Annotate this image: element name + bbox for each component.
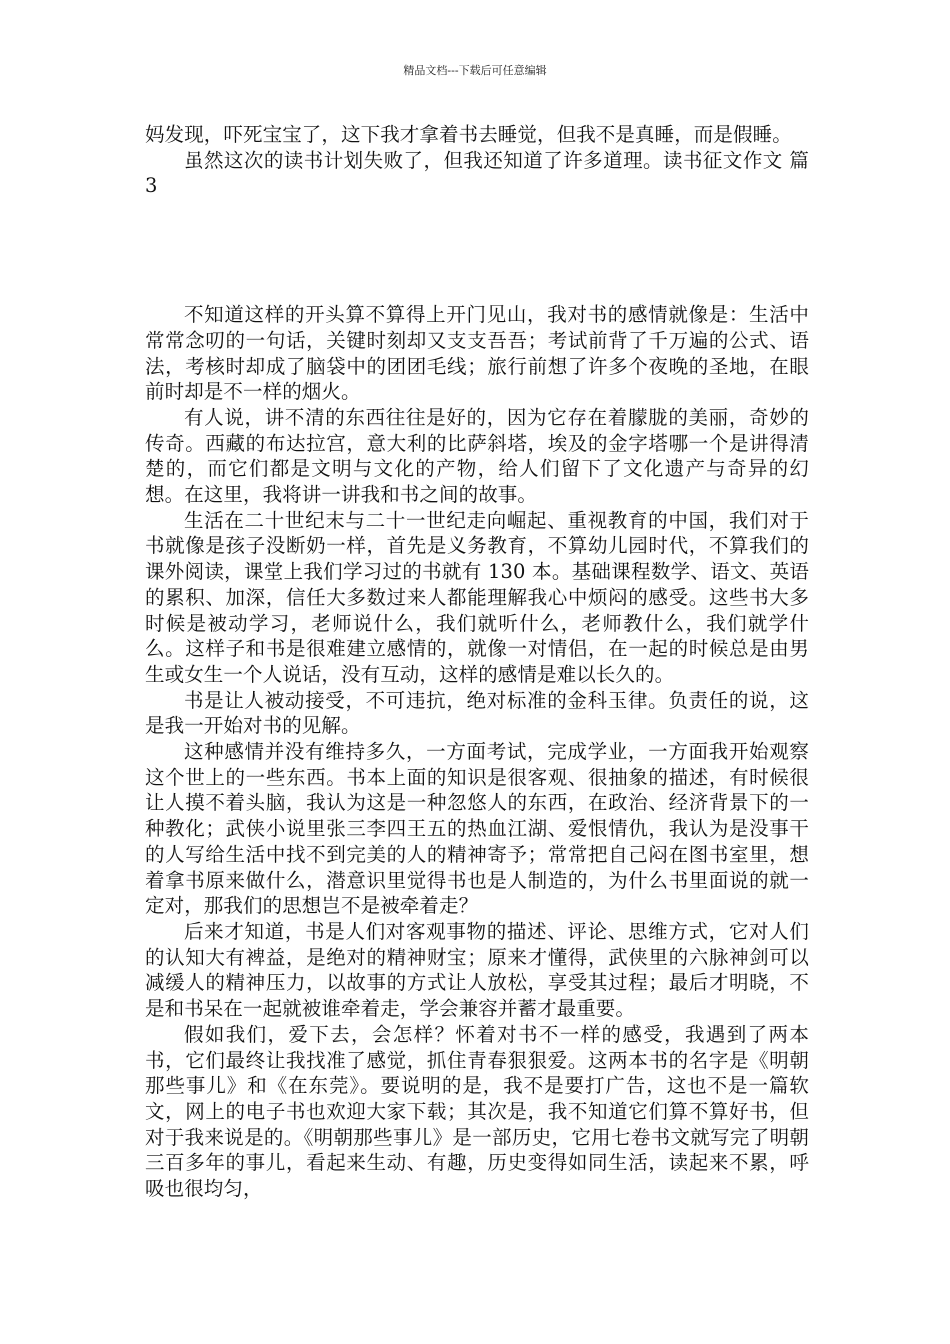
paragraph: 书是让人被动接受，不可违抗，绝对标准的金科玉律。负责任的说，这是我一开始对书的见解。	[145, 688, 809, 738]
paragraph: 妈发现，吓死宝宝了，这下我才拿着书去睡觉，但我不是真睡，而是假睡。	[145, 123, 792, 146]
paragraph: 不知道这样的开头算不算得上开门见山，我对书的感情就像是：生活中常常念叨的一句话，关键时刻却又支支吾吾；考试前背了千万遍的公式、语法，考核时却成了脑袋中的团团毛线；旅行前想了许多个夜晚的圣地，在眼前时却是不一样的烟火。	[145, 303, 809, 404]
paragraph: 有人说，讲不清的东西往往是好的，因为它存在着朦胧的美丽，奇妙的传奇。西藏的布达拉宫，意大利的比萨斜塔，埃及的金字塔哪一个是讲得清楚的，而它们都是文明与文化的产物，给人们留下了文化遗产与奇异的幻想。在这里，我将讲一讲我和书之间的故事。	[145, 405, 809, 507]
page-header: 精品文档---下载后可任意编辑	[403, 64, 547, 77]
paragraph: 后来才知道，书是人们对客观事物的描述、评论、思维方式，它对人们的认知大有裨益，是绝对的精神财宝；原来才懂得，武侠里的六脉神剑可以减缓人的精神压力，以故事的方式让人放松，享受其过程；最后才明晓，不是和书呆在一起就被谁牵着走，学会兼容并蓄才最重要。	[145, 919, 809, 1021]
paragraph: 虽然这次的读书计划失败了，但我还知道了许多道理。读书征文作文 篇3	[145, 148, 809, 198]
paragraph: 假如我们，爱下去，会怎样？怀着对书不一样的感受，我遇到了两本书，它们最终让我找准了感觉，抓住青春狠狠爱。这两本书的名字是《明朝那些事儿》和《在东莞》。要说明的是，我不是要打广告，这也不是一篇软文，网上的电子书也欢迎大家下载；其次是，我不知道它们算不算好书，但对于我来说是的。《明朝那些事儿》是一部历史，它用七卷书文就写完了明朝三百多年的事儿，看起来生动、有趣，历史变得如同生活，读起来不累，呼吸也很均匀，	[145, 1022, 809, 1201]
section-gap	[145, 199, 809, 302]
document-body	[145, 122, 809, 1202]
paragraph: 生活在二十世纪末与二十一世纪走向崛起、重视教育的中国，我们对于书就像是孩子没断奶一样，首先是义务教育，不算幼儿园时代，不算我们的课外阅读，课堂上我们学习过的书就有 130 本。基础课程数学、语文、英语的累积、加深，信任大多数过来人都能理解我心中烦闷的感受。这些书大多时候是被动学习，老师说什么，我们就听什么，老师教什么，我们就学什么。这样子和书是很难建立感情的，就像一对情侣，在一起的时候总是由男生或女生一个人说话，没有互动，这样的感情是难以长久的。	[145, 508, 809, 686]
paragraph: 这种感情并没有维持多久，一方面考试，完成学业，一方面我开始观察这个世上的一些东西。书本上面的知识是很客观、很抽象的描述，有时候很让人摸不着头脑，我认为这是一种忽悠人的东西，在政治、经济背景下的一种教化；武侠小说里张三李四王五的热血江湖、爱恨情仇，我认为是没事干的人写给生活中找不到完美的人的精神寄予；常常把自己闷在图书室里，想着拿书原来做什么，潜意识里觉得书也是人制造的，为什么书里面说的就一定对，那我们的思想岂不是被牵着走？	[145, 740, 809, 918]
